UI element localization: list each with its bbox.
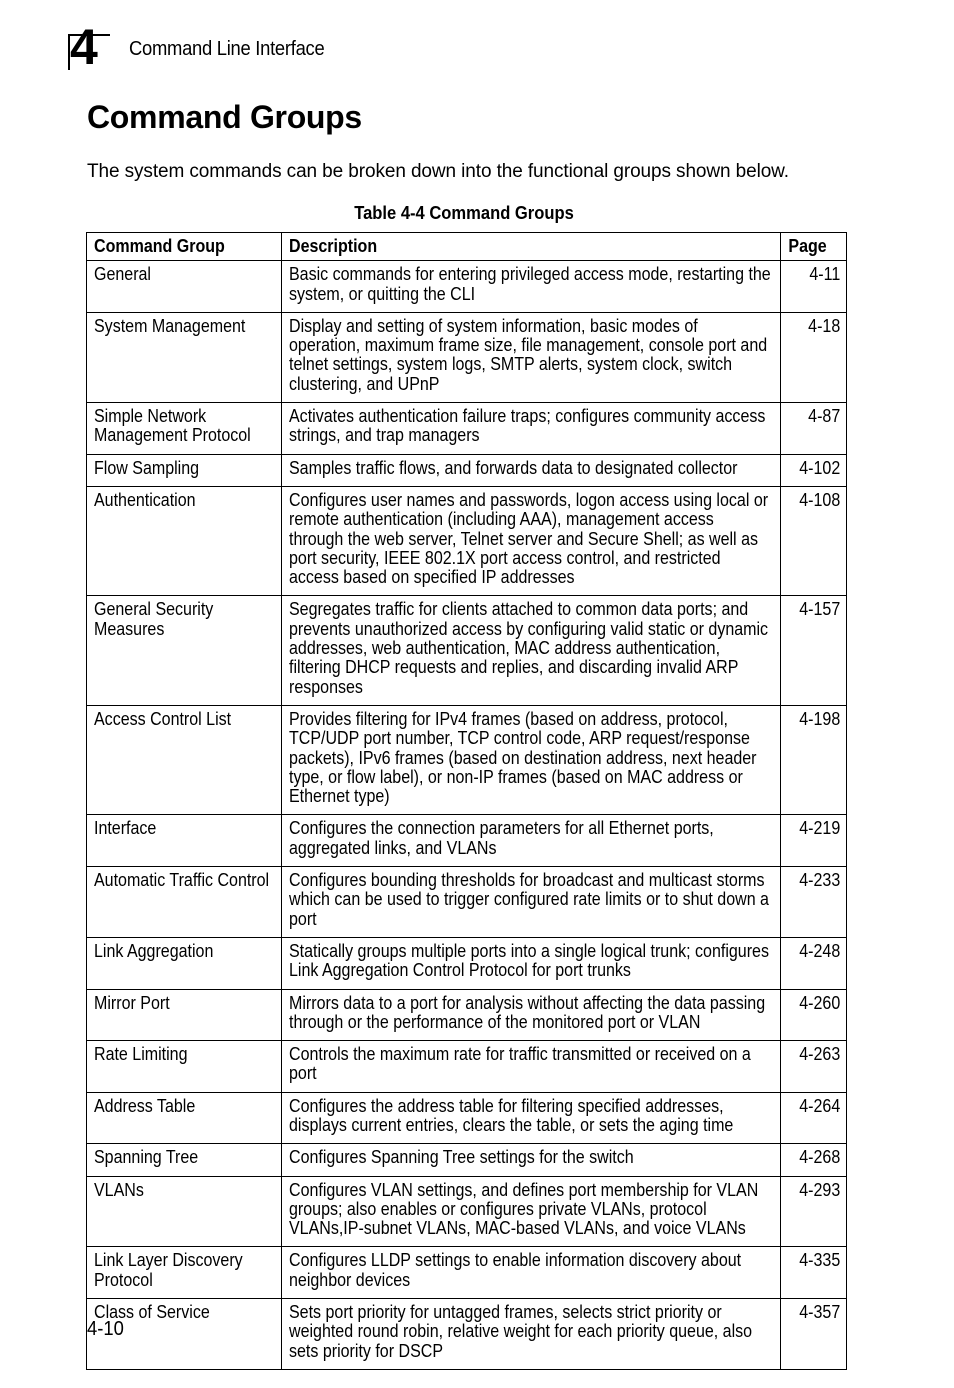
description-cell: Samples traffic flows, and forwards data to designated collector [282, 454, 781, 486]
description-cell: Configures VLAN settings, and defines port membership for VLAN groups; also enables or configures private VLANs, protocol VLANs,IP-subnet VLANs, MAC-based VLANs, and voice VLANs [282, 1176, 781, 1247]
column-header-command-group: Command Group [87, 233, 282, 261]
command-group-cell: Link Layer Discovery Protocol [87, 1247, 282, 1299]
command-group-cell: Class of Service [87, 1299, 282, 1370]
footer-page-number: 4-10 [87, 1318, 124, 1340]
page-ref-cell: 4-233 [781, 867, 847, 938]
table-body [87, 261, 847, 1370]
chapter-number: 4 [70, 19, 96, 75]
table-row [87, 312, 847, 402]
page-title: Command Groups [87, 99, 362, 135]
column-header-description: Description [282, 233, 781, 261]
page-ref-cell: 4-335 [781, 1247, 847, 1299]
command-group-cell: Link Aggregation [87, 937, 282, 989]
command-group-cell: Mirror Port [87, 989, 282, 1041]
table-row [87, 1247, 847, 1299]
table-header-row [87, 233, 847, 261]
table-row [87, 937, 847, 989]
table-row [87, 1299, 847, 1370]
description-cell: Configures the connection parameters for all Ethernet ports, aggregated links, and VLANs [282, 815, 781, 867]
page-ref-cell: 4-108 [781, 486, 847, 595]
command-group-cell: Authentication [87, 486, 282, 595]
running-header-title: Command Line Interface [129, 38, 325, 60]
description-cell: Configures LLDP settings to enable information discovery about neighbor devices [282, 1247, 781, 1299]
page-ref-cell: 4-219 [781, 815, 847, 867]
command-group-cell: Automatic Traffic Control [87, 867, 282, 938]
page-ref-cell: 4-268 [781, 1144, 847, 1176]
table-row [87, 989, 847, 1041]
command-group-cell: Simple Network Management Protocol [87, 403, 282, 455]
command-group-cell: Interface [87, 815, 282, 867]
command-groups-table [86, 232, 847, 1370]
page-ref-cell: 4-11 [781, 261, 847, 313]
description-cell: Mirrors data to a port for analysis without affecting the data passing through or the performance of the monitored port or VLAN [282, 989, 781, 1041]
description-cell: Controls the maximum rate for traffic transmitted or received on a port [282, 1041, 781, 1093]
description-cell: Statically groups multiple ports into a single logical trunk; configures Link Aggregation Control Protocol for port trunks [282, 937, 781, 989]
description-cell: Provides filtering for IPv4 frames (based on address, protocol, TCP/UDP port number, TCP control code, ARP request/response packets), IPv6 frames (based on destination address, next header type, or flow label), or non-IP frames (based on MAC address or Ethernet type) [282, 705, 781, 814]
command-group-cell: Spanning Tree [87, 1144, 282, 1176]
description-cell: Basic commands for entering privileged access mode, restarting the system, or quitting the CLI [282, 261, 781, 313]
table-row [87, 1092, 847, 1144]
table-row [87, 1176, 847, 1247]
command-group-cell: General Security Measures [87, 596, 282, 705]
intro-paragraph: The system commands can be broken down into the functional groups shown below. [87, 161, 789, 182]
table-row [87, 486, 847, 595]
command-group-cell: Access Control List [87, 705, 282, 814]
description-cell: Display and setting of system information, basic modes of operation, maximum frame size, file management, console port and telnet settings, system logs, SMTP alerts, system clock, switch clustering, and UPnP [282, 312, 781, 402]
command-group-cell: System Management [87, 312, 282, 402]
page-ref-cell: 4-198 [781, 705, 847, 814]
command-group-cell: Flow Sampling [87, 454, 282, 486]
command-group-cell: Rate Limiting [87, 1041, 282, 1093]
page-ref-cell: 4-157 [781, 596, 847, 705]
description-cell: Configures bounding thresholds for broadcast and multicast storms which can be used to trigger configured rate limits or to shut down a port [282, 867, 781, 938]
table-row [87, 596, 847, 705]
description-cell: Configures Spanning Tree settings for the switch [282, 1144, 781, 1176]
page-ref-cell: 4-248 [781, 937, 847, 989]
description-cell: Sets port priority for untagged frames, selects strict priority or weighted round robin, relative weight for each priority queue, also sets priority for DSCP [282, 1299, 781, 1370]
page-ref-cell: 4-102 [781, 454, 847, 486]
table-row [87, 1041, 847, 1093]
table-row [87, 454, 847, 486]
page-ref-cell: 4-293 [781, 1176, 847, 1247]
table-caption: Table 4-4 Command Groups [354, 203, 574, 223]
command-group-cell: VLANs [87, 1176, 282, 1247]
table-row [87, 705, 847, 814]
table-row [87, 815, 847, 867]
page-ref-cell: 4-357 [781, 1299, 847, 1370]
table-row [87, 403, 847, 455]
command-group-cell: Address Table [87, 1092, 282, 1144]
description-cell: Segregates traffic for clients attached to common data ports; and prevents unauthorized access by configuring valid static or dynamic addresses, web authentication, MAC address authentication, filtering DHCP requests and replies, and discarding invalid ARP responses [282, 596, 781, 705]
page-ref-cell: 4-18 [781, 312, 847, 402]
page-ref-cell: 4-263 [781, 1041, 847, 1093]
description-cell: Configures the address table for filtering specified addresses, displays current entries, clears the table, or sets the aging time [282, 1092, 781, 1144]
table-row [87, 261, 847, 313]
command-group-cell: General [87, 261, 282, 313]
description-cell: Configures user names and passwords, logon access using local or remote authentication (including AAA), management access through the web server, Telnet server and Secure Shell; as well as port security, IEEE 802.1X port access control, and restricted access based on specified IP addresses [282, 486, 781, 595]
column-header-page: Page [781, 233, 847, 261]
page-ref-cell: 4-264 [781, 1092, 847, 1144]
description-cell: Activates authentication failure traps; configures community access strings, and trap managers [282, 403, 781, 455]
table-row [87, 867, 847, 938]
page-ref-cell: 4-87 [781, 403, 847, 455]
table-row [87, 1144, 847, 1176]
page-ref-cell: 4-260 [781, 989, 847, 1041]
